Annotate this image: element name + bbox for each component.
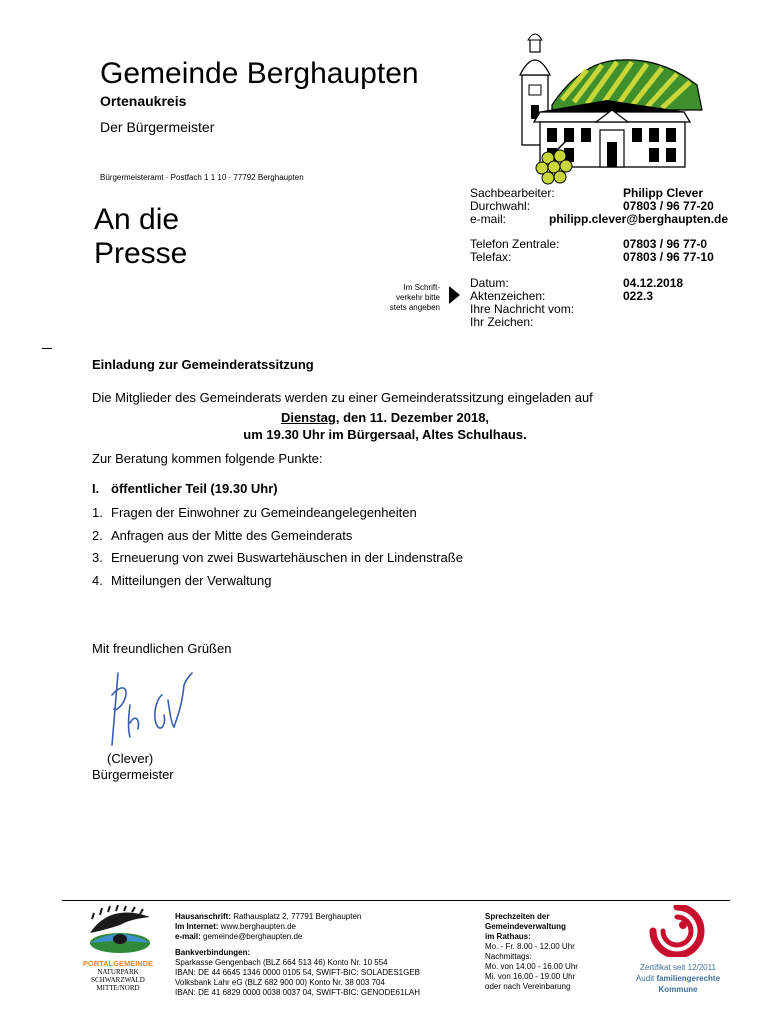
logo-line: MITTE/NORD — [96, 984, 140, 992]
meeting-date-rest: , den 11. Dezember 2018, — [335, 410, 490, 425]
office-hours-block — [485, 912, 578, 992]
web-label: Im Internet: — [175, 922, 219, 931]
date-label: Datum: — [470, 276, 509, 290]
bank-line: IBAN: DE 41 6829 0000 0038 0037 04, SWIFT-BIC: GENODE61LAH — [175, 988, 421, 997]
fold-mark — [42, 348, 52, 349]
agenda-list — [92, 502, 463, 592]
email-label: e-mail: — [175, 932, 201, 941]
direct-value: 07803 / 96 77-20 — [623, 199, 714, 213]
footer-address-block — [175, 912, 420, 998]
note-line: verkehr bitte — [395, 293, 440, 302]
village-crest-icon — [512, 30, 712, 190]
note-line: stets angeben — [389, 303, 440, 312]
section-title: öffentlicher Teil (19.30 Uhr) — [111, 481, 278, 496]
date-value: 04.12.2018 — [623, 276, 684, 290]
phone-value: 07803 / 96 77-0 — [623, 237, 708, 251]
recipient-line: An die — [94, 203, 180, 236]
family-audit-logo-icon — [645, 905, 709, 957]
email-value[interactable]: gemeinde@berghaupten.de — [203, 932, 303, 941]
nature-park-caption — [72, 960, 164, 992]
list-item — [92, 547, 463, 570]
clerk-label: Sachbearbeiter: — [470, 186, 555, 200]
signer-role: Bürgermeister — [92, 767, 174, 782]
item-number: 4. — [92, 572, 103, 588]
direct-label: Durchwahl: — [470, 199, 531, 213]
certificate-caption — [618, 962, 738, 995]
hours-line: Mo. von 14.00 - 16.00 Uhr — [485, 962, 578, 971]
office-line: Der Bürgermeister — [100, 119, 215, 135]
meeting-date — [0, 410, 770, 425]
logo-line: NATURPARK — [97, 968, 139, 976]
email-label: e-mail: — [470, 212, 507, 226]
your-message-label: Ihre Nachricht vom: — [470, 302, 575, 316]
address-value: Rathausplatz 2, 77791 Berghaupten — [233, 912, 362, 921]
item-text: Erneuerung von zwei Buswartehäuschen in der Lindenstraße — [111, 550, 463, 565]
agenda-intro: Zur Beratung kommen folgende Punkte: — [92, 451, 323, 466]
recipient-line: Presse — [94, 237, 188, 270]
municipality-title: Gemeinde Berghaupten — [100, 57, 419, 90]
cert-line: Audit — [635, 974, 655, 983]
district-name: Ortenaukreis — [100, 93, 187, 109]
bank-title: Bankverbindungen: — [175, 948, 251, 957]
closing-salutation: Mit freundlichen Grüßen — [92, 641, 232, 656]
fax-label: Telefax: — [470, 250, 512, 264]
sender-address-line: Bürgermeisteramt · Postfach 1 1 10 · 77792 Berghaupten — [100, 173, 304, 182]
item-text: Mitteilungen der Verwaltung — [111, 572, 272, 588]
hours-line: oder nach Vereinbarung — [485, 982, 571, 991]
triangle-right-icon — [449, 286, 460, 304]
list-item — [92, 502, 463, 525]
hours-line: Mi. von 16.00 - 19.00 Uhr — [485, 972, 576, 981]
clerk-value: Philipp Clever — [623, 186, 704, 200]
cert-line: Kommune — [658, 985, 698, 994]
item-number: 3. — [92, 550, 103, 565]
signer-name: (Clever) — [107, 751, 154, 766]
section-number: I. — [92, 481, 100, 496]
hours-line: Nachmittags: — [485, 952, 532, 961]
your-reference-label: Ihr Zeichen: — [470, 315, 534, 329]
phone-label: Telefon Zentrale: — [470, 237, 560, 251]
hours-title: Sprechzeiten der — [485, 912, 550, 921]
meeting-day: Dienstag — [280, 410, 336, 425]
hours-title: Gemeindeverwaltung — [485, 922, 566, 931]
note-line: Im Schrift- — [403, 283, 440, 292]
hours-title: im Rathaus: — [485, 932, 531, 941]
web-value[interactable]: www.berghaupten.de — [220, 922, 296, 931]
logo-line: SCHWARZWALD — [91, 976, 145, 984]
cert-line: familiengerechte — [656, 974, 721, 983]
list-item — [92, 525, 463, 548]
reference-note — [370, 283, 440, 313]
item-text: Anfragen aus der Mitte des Gemeinderats — [111, 527, 353, 543]
agenda-section-heading — [92, 481, 278, 496]
reference-value: 022.3 — [623, 289, 654, 303]
fax-value: 07803 / 96 77-10 — [623, 250, 714, 264]
letter-subject: Einladung zur Gemeinderatssitzung — [92, 357, 314, 372]
item-text: Fragen der Einwohner zu Gemeindeangelegenheiten — [111, 505, 417, 520]
cert-line: Zertifikat seit 12/2011 — [640, 963, 716, 972]
logo-brand: PORTALGEMEINDE — [82, 959, 154, 968]
item-number: 1. — [92, 505, 103, 520]
list-item — [92, 570, 463, 593]
bank-line: Volksbank Lahr eG (BLZ 682 900 00) Konto Nr. 38 003 704 — [175, 978, 385, 987]
item-number: 2. — [92, 527, 103, 543]
email-value: philipp.clever@berghaupten.de — [549, 212, 729, 226]
nature-park-logo-icon — [80, 905, 160, 960]
bank-line: Sparkasse Gengenbach (BLZ 664 513 46) Konto Nr. 10 554 — [175, 958, 388, 967]
footer-divider — [62, 900, 730, 901]
address-label: Hausanschrift: — [175, 912, 232, 921]
signature-icon — [100, 665, 210, 750]
recipient-block — [94, 203, 187, 271]
intro-text: Die Mitglieder des Gemeinderats werden zu einer Gemeinderatssitzung eingeladen auf — [92, 390, 593, 405]
hours-line: Mo. - Fr. 8.00 - 12.00 Uhr — [485, 942, 575, 951]
bank-line: IBAN: DE 44 6645 1346 0000 0105 54, SWIFT-BIC: SOLADES1GEB — [175, 968, 421, 977]
meeting-time-place: um 19.30 Uhr im Bürgersaal, Altes Schulhaus. — [243, 427, 527, 442]
reference-label: Aktenzeichen: — [470, 289, 546, 303]
